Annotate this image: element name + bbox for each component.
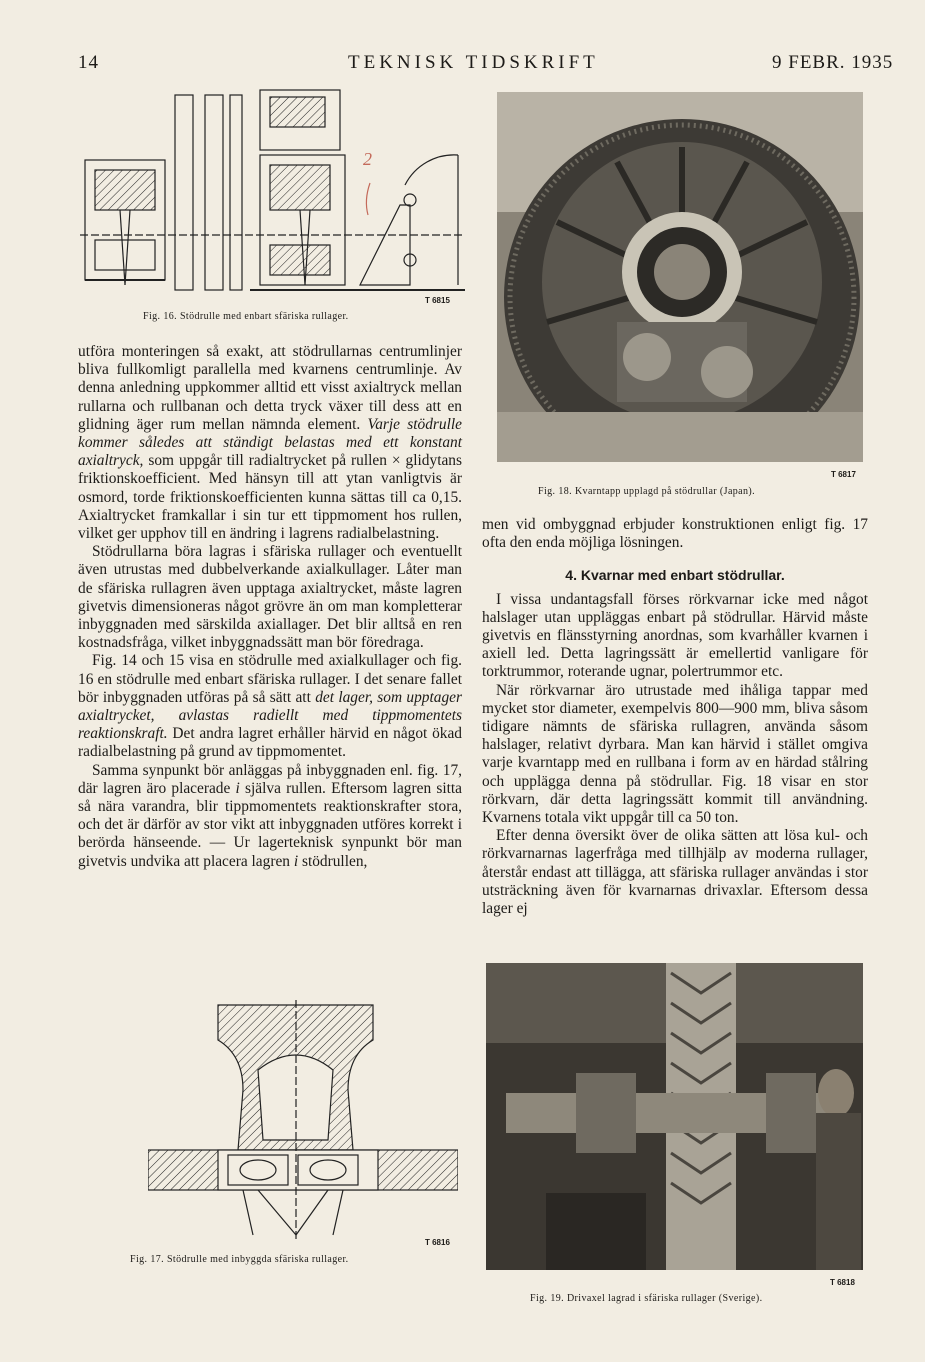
fig19-caption: Fig. 19. Drivaxel lagrad i sfäriska rullager (Sverige). — [530, 1293, 763, 1304]
fig19-code: T 6818 — [830, 1278, 855, 1287]
fig16-caption: Fig. 16. Stödrulle med enbart sfäriska rullager. — [143, 311, 349, 322]
fig18-caption: Fig. 18. Kvarntapp upplagd på stödrullar (Japan). — [538, 486, 756, 497]
figure-16-drawing — [80, 85, 465, 295]
paragraph: När rörkvarnar äro utrustade med ihåliga tappar med mycket stor diameter, exempelvis 800—900 mm, bliva såsom tidigare nämnts de sfäriska rullagren, använda såsom halslager, relativt dyrbara. Man kan härvid i stället omgiva varje kvarntapp med en rullbana i form av en härdad stålring och upplägga denna på stödrullar. Fig. 18 visar en stor rörkvarn, där detta lagringssätt kommit till användning. Kvarnens totala vikt uppgår till ca 50 ton. — [482, 681, 868, 827]
fig16-code: T 6815 — [425, 296, 450, 305]
figure-18-photo — [497, 92, 863, 462]
pencil-annotation: 2 — [363, 149, 372, 169]
paragraph: men vid ombyggnad erbjuder konstruktionen enligt fig. 17 ofta den enda möjliga lösningen. — [482, 516, 868, 552]
left-column-text — [78, 343, 462, 871]
paragraph: Samma synpunkt bör anläggas på inbyggnaden enl. fig. 17, där lagren äro placerade i själva rullen. Eftersom lagren sitta så nära varandra, blir tippmomentets reaktionskrafter stora, och det är därför av stor vikt att inbyggnaden utföres korrekt i berörda hänseende. — Ur lagerteknisk synpunkt bör man givetvis undvika att placera lagren i stödrullen, — [78, 761, 462, 870]
fig17-code: T 6816 — [425, 1238, 450, 1247]
figure-17-drawing — [148, 1000, 458, 1240]
paragraph: utföra monteringen så exakt, att stödrullarnas centrumlinjer bliva fullkomligt parallella med kvarnens centrumlinje. Av denna anledning uppkommer alltid ett visst axialtryck mellan rullarna och rullbanan och detta tryck växer till dess att en glidning äger rum mellan nämnda element. Varje stödrulle kommer således att ständigt belastas med ett konstant axialtryck, som uppgår till radialtrycket på rullen × glidytans friktionskoefficient. Med hänsyn till att ytan vanligtvis är osmord, torde friktionskoefficienten kunna sättas till ca 0,15. Axialtrycket framkallar i sin tur ett tippmoment hos rullen, vilket ger upphov till en ändring i lagrens radialbelastning. — [78, 343, 463, 543]
journal-title: TEKNISK TIDSKRIFT — [348, 52, 599, 73]
paragraph: I vissa undantagsfall förses rörkvarnar icke med något halslager utan uppläggas enbart på stödrullar. Härvid måste givetvis en flänsstyrning anordnas, som kvarhåller kvarnen i axiell led. Detta lagringssätt är emellertid vanligare för torktrummor, roterande ugnar, polertrummor etc. — [482, 590, 868, 681]
paragraph: Efter denna översikt över de olika sätten att lösa kul- och rörkvarnarnas lagerfråga med tillhjälp av moderna rullager, återstår endast att tillägga, att sfäriska rullager användas i stor utsträckning även för kvarnarnas drivaxlar. Eftersom dessa lager ej — [482, 827, 868, 918]
figure-19-photo — [486, 963, 863, 1270]
page-number: 14 — [78, 52, 99, 73]
issue-date: 9 FEBR. 1935 — [772, 52, 894, 73]
right-column-text — [482, 516, 868, 918]
fig18-code: T 6817 — [831, 470, 856, 479]
section-heading: 4. Kvarnar med enbart stödrullar. — [565, 567, 785, 584]
paragraph: Fig. 14 och 15 visa en stödrulle med axialkullager och fig. 16 en stödrulle med enbart sfäriska rullager. I det senare fallet bör inbyggnaden utföras på så sätt att det lager, som upptager axialtrycket, avlastas radiellt med tippmomentets reaktionskraft. Det andra lagret erhåller härvid en något ökad radialbelastning på grund av tippmomentet. — [78, 652, 462, 761]
paragraph: Stödrullarna böra lagras i sfäriska rullager och eventuellt även utrustas med dubbelverkande axialkullager. Låter man de sfäriska rullagren även upptaga axialtrycket, måste lagren givetvis dimensioneras något grövre än om man kompletterar inbyggnaden med särskilda axiallager. Det blir alltså en ren kostnadsfråga, vilket inbyggnadssätt man bör föredraga. — [78, 543, 462, 652]
fig17-caption: Fig. 17. Stödrulle med inbyggda sfäriska rullager. — [130, 1254, 349, 1265]
